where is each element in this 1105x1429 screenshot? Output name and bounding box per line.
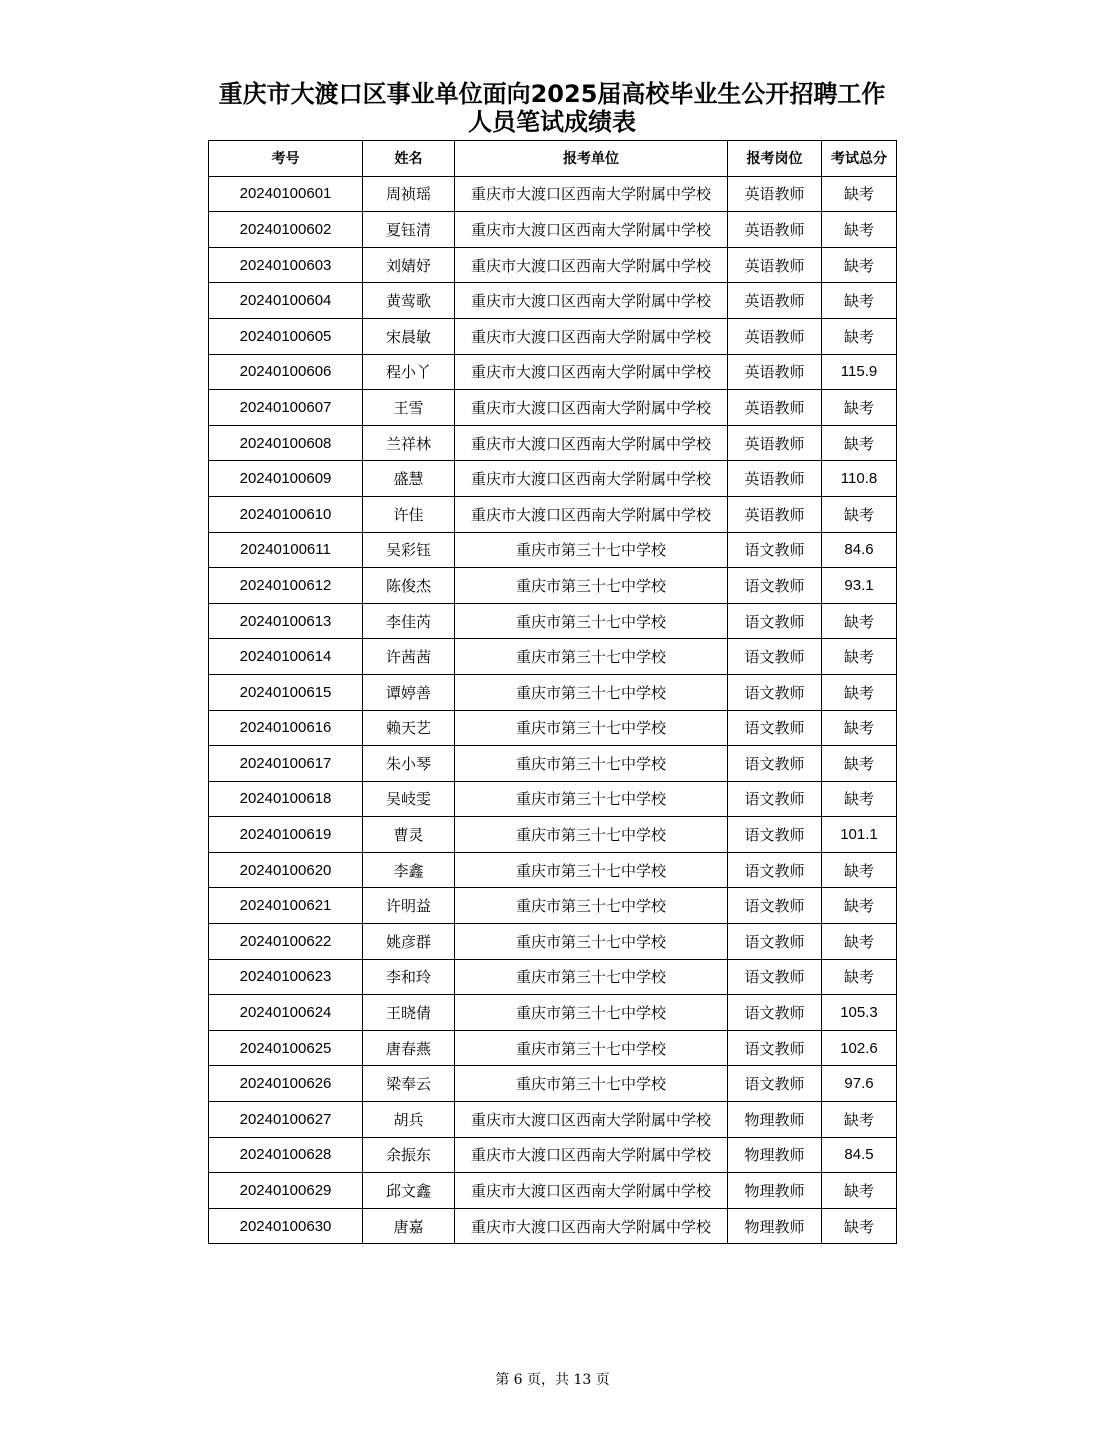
cell-name: 王晓倩 — [363, 995, 455, 1031]
cell-exam-id: 20240100629 — [209, 1173, 363, 1209]
cell-exam-id: 20240100603 — [209, 247, 363, 283]
cell-total-score: 缺考 — [822, 746, 897, 782]
cell-unit: 重庆市第三十七中学校 — [455, 639, 728, 675]
cell-name: 许佳 — [363, 496, 455, 532]
cell-total-score: 缺考 — [822, 888, 897, 924]
cell-unit: 重庆市第三十七中学校 — [455, 674, 728, 710]
cell-name: 盛慧 — [363, 461, 455, 497]
table-header-row — [209, 141, 897, 177]
cell-unit: 重庆市第三十七中学校 — [455, 1066, 728, 1102]
cell-post: 语文教师 — [728, 817, 822, 853]
cell-exam-id: 20240100601 — [209, 176, 363, 212]
table-row — [209, 283, 897, 319]
header-exam-id: 考号 — [209, 141, 363, 177]
cell-exam-id: 20240100607 — [209, 390, 363, 426]
cell-unit: 重庆市大渡口区西南大学附属中学校 — [455, 461, 728, 497]
cell-exam-id: 20240100614 — [209, 639, 363, 675]
cell-total-score: 105.3 — [822, 995, 897, 1031]
cell-name: 宋晨敏 — [363, 318, 455, 354]
cell-total-score: 缺考 — [822, 247, 897, 283]
cell-name: 朱小琴 — [363, 746, 455, 782]
header-total-score: 考试总分 — [822, 141, 897, 177]
cell-unit: 重庆市第三十七中学校 — [455, 995, 728, 1031]
cell-post: 语文教师 — [728, 995, 822, 1031]
table-row — [209, 781, 897, 817]
cell-name: 许明益 — [363, 888, 455, 924]
cell-exam-id: 20240100604 — [209, 283, 363, 319]
cell-exam-id: 20240100628 — [209, 1137, 363, 1173]
cell-unit: 重庆市大渡口区西南大学附属中学校 — [455, 390, 728, 426]
cell-post: 语文教师 — [728, 959, 822, 995]
cell-name: 李佳芮 — [363, 603, 455, 639]
cell-total-score: 缺考 — [822, 283, 897, 319]
table-row — [209, 995, 897, 1031]
cell-post: 语文教师 — [728, 781, 822, 817]
cell-exam-id: 20240100620 — [209, 852, 363, 888]
table-row — [209, 746, 897, 782]
cell-name: 余振东 — [363, 1137, 455, 1173]
header-post: 报考岗位 — [728, 141, 822, 177]
cell-post: 英语教师 — [728, 461, 822, 497]
cell-unit: 重庆市第三十七中学校 — [455, 1030, 728, 1066]
cell-post: 英语教师 — [728, 354, 822, 390]
cell-post: 物理教师 — [728, 1137, 822, 1173]
cell-post: 物理教师 — [728, 1208, 822, 1244]
table-row — [209, 461, 897, 497]
header-name: 姓名 — [363, 141, 455, 177]
title-line-1: 重庆市大渡口区事业单位面向2025届高校毕业生公开招聘工作 — [218, 80, 886, 108]
cell-total-score: 缺考 — [822, 710, 897, 746]
cell-exam-id: 20240100602 — [209, 212, 363, 248]
cell-unit: 重庆市第三十七中学校 — [455, 817, 728, 853]
cell-total-score: 93.1 — [822, 568, 897, 604]
cell-total-score: 101.1 — [822, 817, 897, 853]
table-row — [209, 176, 897, 212]
cell-unit: 重庆市大渡口区西南大学附属中学校 — [455, 212, 728, 248]
cell-unit: 重庆市第三十七中学校 — [455, 924, 728, 960]
cell-name: 周祯瑶 — [363, 176, 455, 212]
cell-exam-id: 20240100621 — [209, 888, 363, 924]
cell-unit: 重庆市大渡口区西南大学附属中学校 — [455, 354, 728, 390]
cell-unit: 重庆市第三十七中学校 — [455, 568, 728, 604]
cell-total-score: 缺考 — [822, 1208, 897, 1244]
score-table — [208, 140, 897, 1244]
title-line-2: 人员笔试成绩表 — [468, 108, 636, 136]
table-row — [209, 710, 897, 746]
cell-name: 陈俊杰 — [363, 568, 455, 604]
cell-unit: 重庆市大渡口区西南大学附属中学校 — [455, 1208, 728, 1244]
table-row — [209, 924, 897, 960]
cell-name: 唐春燕 — [363, 1030, 455, 1066]
cell-unit: 重庆市大渡口区西南大学附属中学校 — [455, 283, 728, 319]
cell-name: 兰祥林 — [363, 425, 455, 461]
cell-total-score: 102.6 — [822, 1030, 897, 1066]
cell-post: 语文教师 — [728, 888, 822, 924]
table-row — [209, 212, 897, 248]
cell-name: 许茜茜 — [363, 639, 455, 675]
cell-total-score: 缺考 — [822, 603, 897, 639]
cell-exam-id: 20240100613 — [209, 603, 363, 639]
cell-exam-id: 20240100618 — [209, 781, 363, 817]
cell-post: 语文教师 — [728, 568, 822, 604]
cell-post: 语文教师 — [728, 1030, 822, 1066]
cell-unit: 重庆市大渡口区西南大学附属中学校 — [455, 1102, 728, 1138]
cell-post: 英语教师 — [728, 496, 822, 532]
cell-total-score: 缺考 — [822, 959, 897, 995]
cell-exam-id: 20240100612 — [209, 568, 363, 604]
table-row — [209, 1066, 897, 1102]
cell-total-score: 缺考 — [822, 318, 897, 354]
cell-unit: 重庆市第三十七中学校 — [455, 710, 728, 746]
cell-unit: 重庆市第三十七中学校 — [455, 746, 728, 782]
cell-exam-id: 20240100605 — [209, 318, 363, 354]
table-row — [209, 959, 897, 995]
cell-name: 胡兵 — [363, 1102, 455, 1138]
cell-post: 语文教师 — [728, 710, 822, 746]
cell-name: 邱文鑫 — [363, 1173, 455, 1209]
table-body — [209, 176, 897, 1244]
cell-total-score: 97.6 — [822, 1066, 897, 1102]
cell-unit: 重庆市大渡口区西南大学附属中学校 — [455, 425, 728, 461]
cell-name: 曹灵 — [363, 817, 455, 853]
cell-total-score: 缺考 — [822, 212, 897, 248]
cell-name: 吴岐雯 — [363, 781, 455, 817]
cell-post: 语文教师 — [728, 603, 822, 639]
table-row — [209, 247, 897, 283]
table-row — [209, 568, 897, 604]
cell-post: 语文教师 — [728, 746, 822, 782]
cell-total-score: 115.9 — [822, 354, 897, 390]
document-title — [208, 80, 896, 136]
cell-unit: 重庆市大渡口区西南大学附属中学校 — [455, 1137, 728, 1173]
table-row — [209, 532, 897, 568]
cell-unit: 重庆市第三十七中学校 — [455, 959, 728, 995]
cell-total-score: 缺考 — [822, 496, 897, 532]
cell-name: 黄莺歌 — [363, 283, 455, 319]
cell-post: 语文教师 — [728, 1066, 822, 1102]
cell-post: 语文教师 — [728, 532, 822, 568]
table-row — [209, 1173, 897, 1209]
cell-name: 程小丫 — [363, 354, 455, 390]
cell-post: 语文教师 — [728, 852, 822, 888]
cell-unit: 重庆市第三十七中学校 — [455, 532, 728, 568]
table-row — [209, 852, 897, 888]
cell-total-score: 缺考 — [822, 674, 897, 710]
cell-unit: 重庆市大渡口区西南大学附属中学校 — [455, 318, 728, 354]
cell-post: 语文教师 — [728, 924, 822, 960]
table-row — [209, 1030, 897, 1066]
table-row — [209, 639, 897, 675]
cell-exam-id: 20240100610 — [209, 496, 363, 532]
cell-total-score: 缺考 — [822, 924, 897, 960]
cell-name: 刘婧妤 — [363, 247, 455, 283]
page-number: 第 6 页，共 13 页 — [495, 1372, 610, 1388]
cell-name: 夏钰清 — [363, 212, 455, 248]
table-row — [209, 496, 897, 532]
table-row — [209, 1102, 897, 1138]
cell-exam-id: 20240100616 — [209, 710, 363, 746]
cell-unit: 重庆市第三十七中学校 — [455, 888, 728, 924]
cell-name: 李和玲 — [363, 959, 455, 995]
cell-exam-id: 20240100624 — [209, 995, 363, 1031]
table-row — [209, 888, 897, 924]
cell-post: 语文教师 — [728, 639, 822, 675]
table-row — [209, 425, 897, 461]
cell-exam-id: 20240100625 — [209, 1030, 363, 1066]
cell-total-score: 缺考 — [822, 390, 897, 426]
cell-post: 物理教师 — [728, 1173, 822, 1209]
cell-post: 物理教师 — [728, 1102, 822, 1138]
table-row — [209, 1137, 897, 1173]
cell-name: 赖天艺 — [363, 710, 455, 746]
cell-name: 王雪 — [363, 390, 455, 426]
cell-unit: 重庆市第三十七中学校 — [455, 603, 728, 639]
cell-exam-id: 20240100630 — [209, 1208, 363, 1244]
cell-exam-id: 20240100608 — [209, 425, 363, 461]
cell-exam-id: 20240100606 — [209, 354, 363, 390]
cell-name: 姚彦群 — [363, 924, 455, 960]
cell-exam-id: 20240100617 — [209, 746, 363, 782]
cell-exam-id: 20240100622 — [209, 924, 363, 960]
cell-name: 唐嘉 — [363, 1208, 455, 1244]
cell-exam-id: 20240100615 — [209, 674, 363, 710]
cell-name: 李鑫 — [363, 852, 455, 888]
cell-exam-id: 20240100609 — [209, 461, 363, 497]
cell-post: 英语教师 — [728, 425, 822, 461]
cell-exam-id: 20240100626 — [209, 1066, 363, 1102]
cell-name: 梁奉云 — [363, 1066, 455, 1102]
table-row — [209, 674, 897, 710]
cell-total-score: 缺考 — [822, 176, 897, 212]
cell-unit: 重庆市第三十七中学校 — [455, 852, 728, 888]
cell-exam-id: 20240100619 — [209, 817, 363, 853]
cell-total-score: 缺考 — [822, 1173, 897, 1209]
table-row — [209, 318, 897, 354]
header-unit: 报考单位 — [455, 141, 728, 177]
cell-post: 英语教师 — [728, 212, 822, 248]
cell-name: 吴彩钰 — [363, 532, 455, 568]
cell-total-score: 缺考 — [822, 1102, 897, 1138]
cell-post: 英语教师 — [728, 247, 822, 283]
cell-post: 英语教师 — [728, 390, 822, 426]
cell-exam-id: 20240100611 — [209, 532, 363, 568]
cell-total-score: 84.5 — [822, 1137, 897, 1173]
table-row — [209, 354, 897, 390]
cell-total-score: 84.6 — [822, 532, 897, 568]
cell-unit: 重庆市第三十七中学校 — [455, 781, 728, 817]
cell-total-score: 缺考 — [822, 425, 897, 461]
table-row — [209, 817, 897, 853]
table-row — [209, 390, 897, 426]
table-row — [209, 1208, 897, 1244]
cell-post: 英语教师 — [728, 176, 822, 212]
cell-total-score: 缺考 — [822, 639, 897, 675]
table-row — [209, 603, 897, 639]
cell-post: 语文教师 — [728, 674, 822, 710]
cell-total-score: 110.8 — [822, 461, 897, 497]
cell-unit: 重庆市大渡口区西南大学附属中学校 — [455, 176, 728, 212]
cell-unit: 重庆市大渡口区西南大学附属中学校 — [455, 247, 728, 283]
cell-total-score: 缺考 — [822, 781, 897, 817]
cell-exam-id: 20240100627 — [209, 1102, 363, 1138]
cell-post: 英语教师 — [728, 283, 822, 319]
cell-post: 英语教师 — [728, 318, 822, 354]
cell-total-score: 缺考 — [822, 852, 897, 888]
cell-exam-id: 20240100623 — [209, 959, 363, 995]
cell-unit: 重庆市大渡口区西南大学附属中学校 — [455, 1173, 728, 1209]
cell-unit: 重庆市大渡口区西南大学附属中学校 — [455, 496, 728, 532]
cell-name: 谭婷善 — [363, 674, 455, 710]
